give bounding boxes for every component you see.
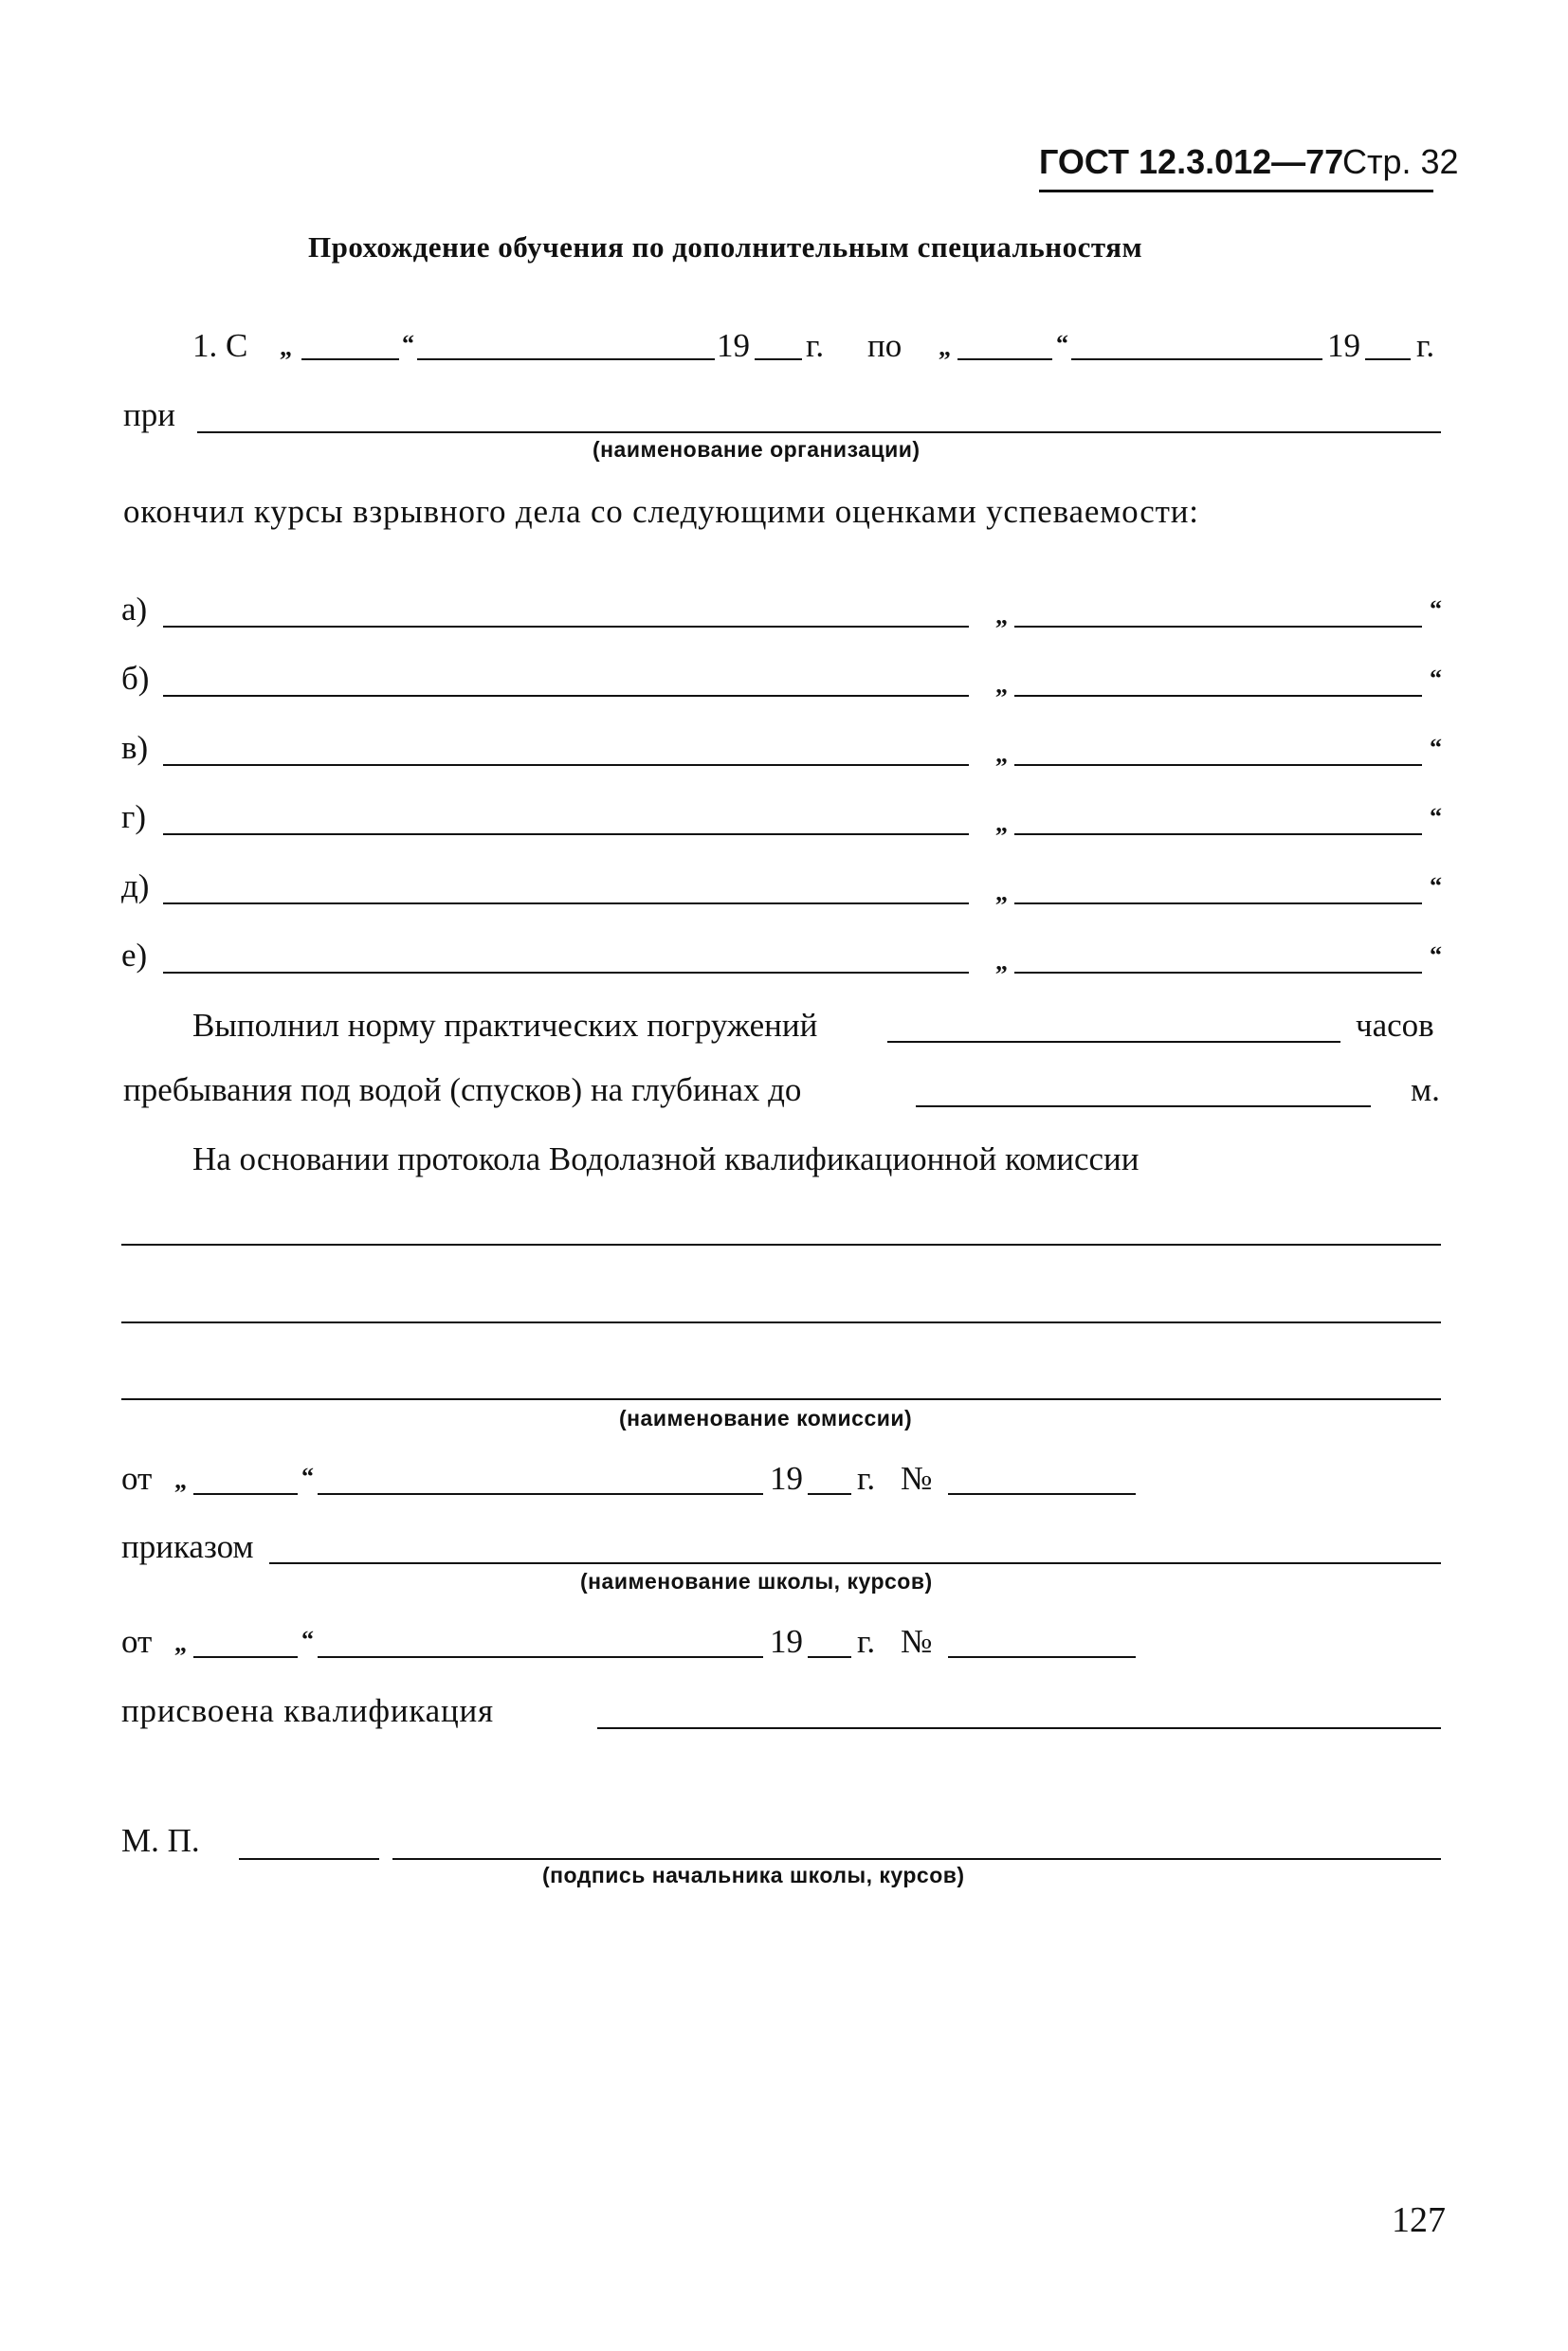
order-year-suffix: г. <box>857 1623 876 1660</box>
protocol-number-label: № <box>901 1460 933 1497</box>
quote-close: “ <box>1430 595 1442 623</box>
grade-label-v: в) <box>121 729 149 766</box>
quote-close: “ <box>301 1463 314 1490</box>
grade-score-field[interactable] <box>1014 833 1422 835</box>
header-underline <box>1039 190 1433 192</box>
depth-field[interactable] <box>916 1105 1371 1107</box>
order-field[interactable] <box>269 1562 1441 1564</box>
order-number-label: № <box>901 1623 933 1660</box>
order-month-field[interactable] <box>318 1656 763 1658</box>
grade-score-field[interactable] <box>1014 764 1422 766</box>
quote-open: „ <box>995 671 1008 699</box>
protocol-number-field[interactable] <box>948 1493 1136 1495</box>
quote-open: „ <box>174 1467 187 1494</box>
depth-unit: м. <box>1411 1071 1440 1108</box>
quote-open: „ <box>995 602 1008 629</box>
period-to-label: по <box>867 327 903 364</box>
quote-open: „ <box>174 1630 187 1657</box>
stamp-label: М. П. <box>121 1822 200 1859</box>
standard-number: ГОСТ 12.3.012—77 <box>1039 142 1344 181</box>
dives-text: Выполнил норму практических погружений <box>192 1007 818 1044</box>
grade-score-field[interactable] <box>1014 972 1422 974</box>
commission-field-line[interactable] <box>121 1321 1441 1323</box>
grade-label-b: б) <box>121 660 150 697</box>
year-prefix-1: 19 <box>717 327 750 364</box>
commission-field-line[interactable] <box>121 1398 1441 1400</box>
dive-hours-field[interactable] <box>887 1041 1340 1043</box>
organization-caption: (наименование организации) <box>593 437 921 462</box>
qualification-label: присвоена квалификация <box>121 1692 494 1729</box>
protocol-year-prefix: 19 <box>770 1460 803 1497</box>
qualification-field[interactable] <box>597 1727 1441 1729</box>
grade-subject-field[interactable] <box>163 626 969 628</box>
grade-score-field[interactable] <box>1014 626 1422 628</box>
org-label: при <box>123 396 175 433</box>
signature-caption: (подпись начальника школы, курсов) <box>542 1863 965 1887</box>
order-year-prefix: 19 <box>770 1623 803 1660</box>
date-from-label: от <box>121 1623 153 1660</box>
grade-label-a: а) <box>121 591 148 628</box>
quote-open: „ <box>995 948 1008 975</box>
grade-subject-field[interactable] <box>163 972 969 974</box>
order-number-field[interactable] <box>948 1656 1136 1658</box>
year-suffix-2: г. <box>1416 327 1435 364</box>
day-field-1[interactable] <box>301 358 399 360</box>
year-field-2[interactable] <box>1365 358 1411 360</box>
order-label: приказом <box>121 1528 254 1565</box>
protocol-year-field[interactable] <box>808 1493 851 1495</box>
quote-close: “ <box>402 330 414 357</box>
grade-label-e: е) <box>121 937 148 974</box>
commission-text: На основании протокола Водолазной квалификационной комиссии <box>192 1140 1140 1177</box>
depth-text: пребывания под водой (спусков) на глубинах до <box>123 1071 802 1108</box>
protocol-day-field[interactable] <box>193 1493 298 1495</box>
year-field-1[interactable] <box>755 358 802 360</box>
month-field-1[interactable] <box>417 358 715 360</box>
month-field-2[interactable] <box>1071 358 1322 360</box>
year-prefix-2: 19 <box>1327 327 1360 364</box>
quote-open: „ <box>995 740 1008 768</box>
date-from-label: от <box>121 1460 153 1497</box>
grade-subject-field[interactable] <box>163 764 969 766</box>
quote-open: „ <box>939 334 951 361</box>
quote-close: “ <box>1056 330 1068 357</box>
quote-close: “ <box>1430 734 1442 761</box>
commission-field-line[interactable] <box>121 1244 1441 1246</box>
quote-close: “ <box>1430 803 1442 830</box>
protocol-month-field[interactable] <box>318 1493 763 1495</box>
grade-label-d: д) <box>121 867 150 904</box>
commission-caption: (наименование комиссии) <box>619 1406 913 1431</box>
quote-open: „ <box>995 879 1008 906</box>
organization-field[interactable] <box>197 431 1441 433</box>
year-suffix-1: г. <box>806 327 825 364</box>
protocol-year-suffix: г. <box>857 1460 876 1497</box>
quote-close: “ <box>1430 872 1442 900</box>
order-day-field[interactable] <box>193 1656 298 1658</box>
order-caption: (наименование школы, курсов) <box>580 1569 933 1594</box>
quote-close: “ <box>301 1626 314 1653</box>
quote-open: „ <box>995 810 1008 837</box>
grade-label-g: г) <box>121 798 147 835</box>
quote-close: “ <box>1430 665 1442 692</box>
quote-close: “ <box>1430 941 1442 969</box>
courses-text: окончил курсы взрывного дела со следующими оценками успеваемости: <box>123 493 1199 530</box>
quote-open: „ <box>280 334 292 361</box>
page-number: 127 <box>1392 2200 1446 2240</box>
grade-subject-field[interactable] <box>163 695 969 697</box>
period-start-label: 1. С <box>192 327 248 364</box>
grade-score-field[interactable] <box>1014 695 1422 697</box>
stamp-field[interactable] <box>239 1858 379 1860</box>
page-label: Стр. 32 <box>1342 142 1459 181</box>
grade-subject-field[interactable] <box>163 902 969 904</box>
grade-score-field[interactable] <box>1014 902 1422 904</box>
page-title: Прохождение обучения по дополнительным специальностям <box>308 230 1143 264</box>
signature-field[interactable] <box>392 1858 1441 1860</box>
grade-subject-field[interactable] <box>163 833 969 835</box>
day-field-2[interactable] <box>957 358 1052 360</box>
order-year-field[interactable] <box>808 1656 851 1658</box>
hours-unit: часов <box>1356 1007 1434 1044</box>
